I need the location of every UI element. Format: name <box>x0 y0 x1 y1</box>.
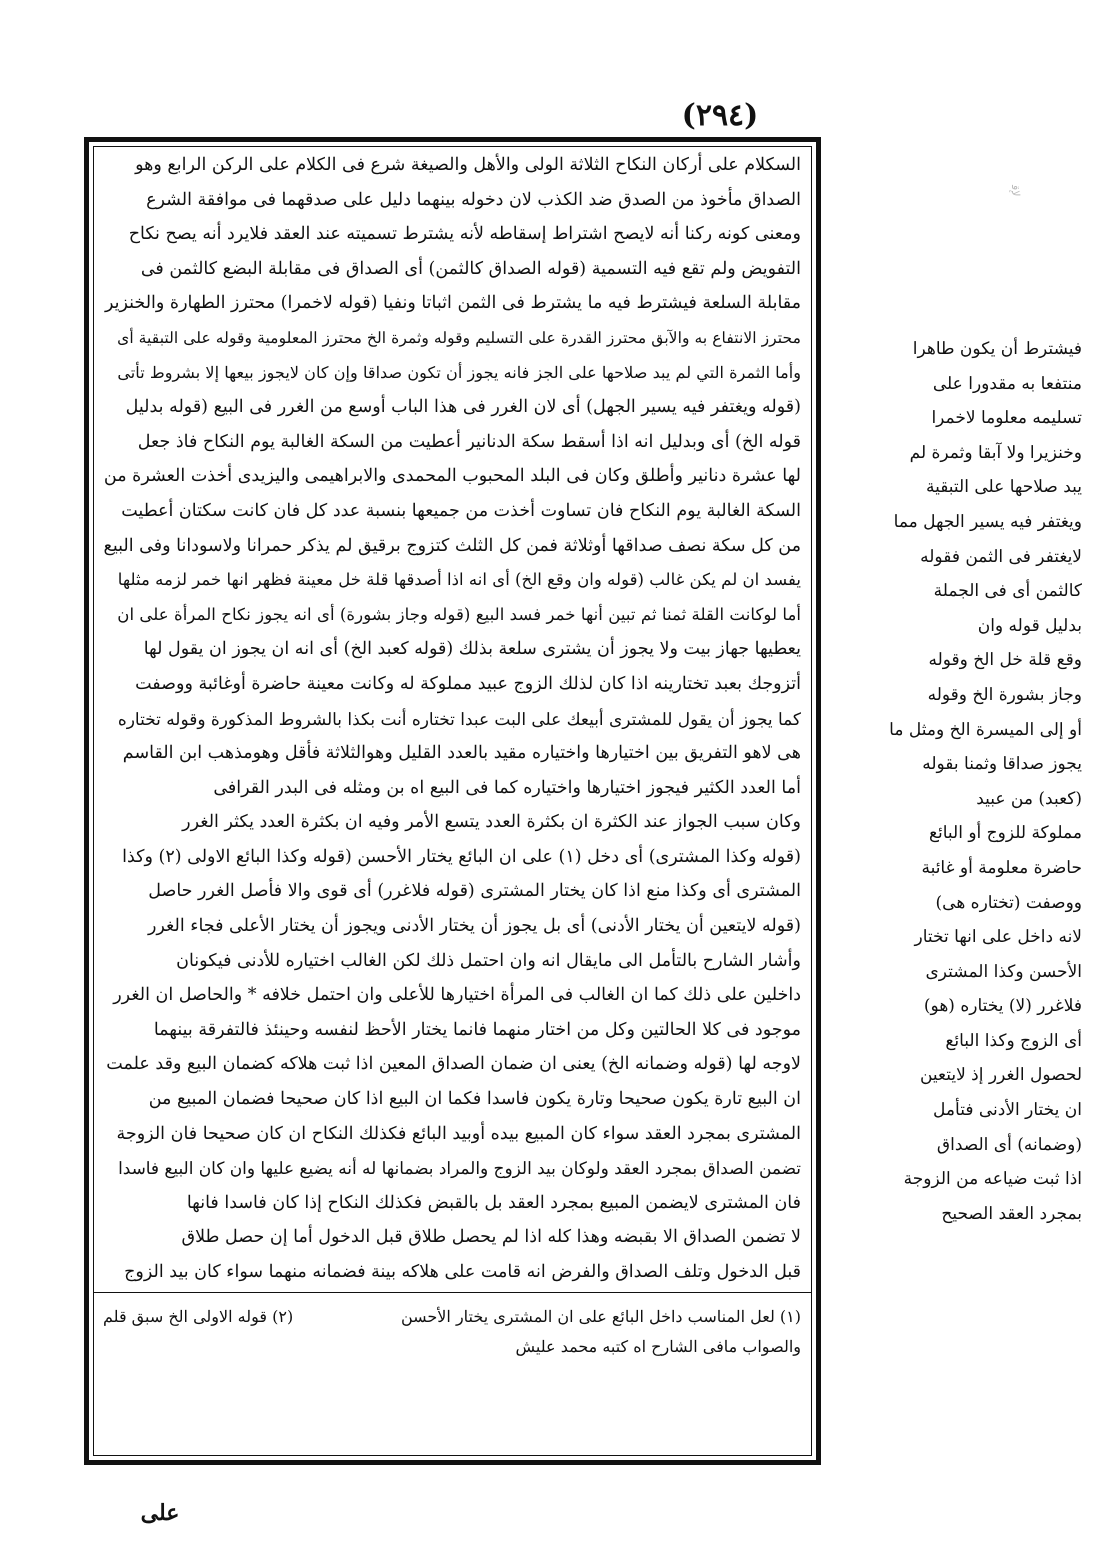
main-text-line: أما العدد الكثير فيجوز اختيارها واختياره كما فى البيع اه بن ومثله فى البدر القرافى <box>213 777 801 798</box>
margin-text-line: فيشترط أن يكون طاهرا <box>912 339 1082 359</box>
margin-text-line: مملوكة للزوج أو البائع <box>928 823 1082 844</box>
main-text-line: مقابلة السلعة فيشترط فيه ما يشترط فى الثمن اثباتا ونفيا (قوله لاخمرا) محترز الطهارة والخنزير <box>104 293 801 314</box>
main-text-line: لا تضمن الصداق الا بقبضه وهذا كله اذا لم يحصل طلاق قبل الدخول أما إن حصل طلاق <box>181 1227 801 1248</box>
margin-text-line: أى الزوج وكذا البائع <box>945 1030 1082 1051</box>
margin-text-line: تسليمه معلوما لاخمرا <box>931 408 1082 429</box>
main-text-line: ومعنى كونه ركنا أنه لايصح اشتراط إسقاطه لأنه يشترط تسميته عند العقد فلايرد أنه يصح نكاح <box>128 224 801 245</box>
main-text-line: هى لاهو التفريق بين اختيارها واختياره مقيد بالعدد القليل وهوالثلاثة فأقل وهومذهب ابن القاسم <box>122 743 801 764</box>
margin-text-line: ووصفت (تختاره هى) <box>935 892 1082 913</box>
main-text-line: يفسد ان لم يكن غالب (قوله وان وقع الخ) أى انه اذا أصدقها قلة خل معينة فظهر انها خمر لزمه مثلها <box>117 570 801 590</box>
main-text-line: يعطيها جهاز بيت ولا يجوز أن يشترى سلعة بذلك (قوله كعبد الخ) أى انه ان يجوز ان يقول لها <box>143 639 801 660</box>
footnote-2: (٢) قوله الاولى الخ سبق قلم <box>103 1307 294 1326</box>
main-text-line: (قوله وكذا المشترى) أى دخل (١) على ان البائع يختار الأحسن (قوله وكذا البائع الاولى (٢) وكذا <box>122 846 801 867</box>
main-text-line: وكان سبب الجواز عند الكثرة ان بكثرة العدد يتسع الأمر وفيه ان بكثرة العدد يكثر الغرر <box>182 812 801 833</box>
margin-text-line: لحصول الغرر إذ لايتعين <box>919 1065 1082 1086</box>
main-text-frame <box>84 137 821 1465</box>
margin-text-line: أو إلى الميسرة الخ ومثل ما <box>889 719 1082 740</box>
main-text-line: السكة الغالبة يوم النكاح فان تساوت أخذت من جميعها بنسبة عدد كل فان كانت سكتان أعطيت <box>121 500 801 521</box>
margin-text-line: (كعبد) من عبيد <box>976 788 1082 809</box>
main-text-line: قوله الخ) أى وبدليل انه اذا أسقط سكة الدنانير أعطيت من السكة الغالبة يوم النكاح فاذ جعل <box>137 431 801 452</box>
margin-text-line: لايغتفر فى الثمن فقوله <box>920 546 1082 567</box>
main-text-line: فان المشترى لايضمن المبيع بمجرد العقد بل بالقبض فكذلك النكاح إذا كان فاسدا فانها <box>186 1192 801 1213</box>
main-text-line: الصداق مأخوذ من الصدق ضد الكذب لان دخوله بينهما دليل على صدقهما فى موافقة الشرع <box>146 189 801 210</box>
page-number: (٢٩٤) <box>681 98 759 133</box>
margin-text-line: وخنزيرا ولا آبقا وثمرة لم <box>909 442 1082 463</box>
margin-text-line: ويغتفر فيه يسير الجهل مما <box>893 511 1082 532</box>
margin-text-line: وجاز بشورة الخ وقوله <box>927 684 1082 705</box>
main-text-block <box>103 148 801 1283</box>
main-text-line: ان البيع تارة يكون صحيحا وتارة يكون فاسدا فكما ان البيع اذا كان صحيحا فضمان المبيع من <box>148 1089 801 1110</box>
footnote-divider <box>93 1292 812 1293</box>
main-text-line: المشترى بمجرد العقد سواء كان المبيع بيده أوبيد البائع فكذلك النكاح ان كان صحيحا فان الزوجة <box>116 1123 801 1144</box>
main-text-line: لاوجه لها (قوله وضمانه الخ) يعنى ان ضمان الصداق المعين اذا ثبت هلاكه كضمان البيع وقد علمت <box>106 1054 801 1075</box>
margin-text-line: الأحسن وكذا المشترى <box>925 961 1082 982</box>
main-text-line: (قوله لايتعين أن يختار الأدنى) أى بل يجوز أن يختار الأدنى ويجوز أن يختار الأعلى فجاء الغرر <box>147 916 801 937</box>
margin-text-line: اذا ثبت ضياعه من الزوجة <box>903 1169 1082 1190</box>
main-text-line: من كل سكة نصف صداقها أوثلاثة فمن كل الثلث كتزوج برقيق لم يذكر حمرانا ولاسودانا وفى البيع <box>103 535 801 556</box>
main-text-line: السكلام على أركان النكاح الثلاثة الولى والأهل والصيغة شرع فى الكلام على الركن الرابع وهو <box>135 155 801 175</box>
margin-text-line: بمجرد العقد الصحيح <box>941 1203 1082 1224</box>
margin-text-line: كالثمن أى فى الجملة <box>933 581 1082 602</box>
margin-text-line: يبد صلاحها على التبقية <box>925 477 1082 498</box>
main-text-line: أما لوكانت القلة ثمنا ثم تبين أنها خمر فسد البيع (قوله وجاز بشورة) أى انه يجوز نكاح المرأة على ان <box>117 604 801 624</box>
footnotes-block <box>103 1302 801 1412</box>
main-text-line: قبل الدخول وتلف الصداق والفرض انه قامت على هلاكه بينة فضمانه منهما سواء كان بيد الزوج <box>124 1262 801 1282</box>
main-text-line: وأما الثمرة التي لم يبد صلاحها على الجز فانه يجوز أن تكون صداقا وإن كان لايجوز بيعها إلا بشروط تأتى <box>117 362 801 382</box>
main-text-line: كما يجوز أن يقول للمشترى أبيعك على البت عبدا تختاره أنت بكذا بالشروط المذكورة وقوله تختاره <box>117 708 801 729</box>
margin-text-line: لانه داخل على انها تختار <box>914 927 1082 948</box>
main-text-line: لها عشرة دنانير وأطلق وكان فى البلد المحبوب المحمدى والابراهيمى واليزيدى أخذت العشرة من <box>103 466 801 487</box>
main-text-line: تضمن الصداق بمجرد العقد ولوكان بيد الزوج والمراد بضمانها له أنه يضيع عليها وان كان البيع فاسدا <box>118 1158 801 1179</box>
main-text-line: وأشار الشارح بالتأمل الى مايقال انه وان احتمل ذلك لكن الغالب اختياره للأدنى فيكونان <box>176 950 801 971</box>
main-text-line: داخلين على ذلك كما ان الغالب فى المرأة اختيارها للأعلى وان احتمل خلافه * والحاصل ان الغرر <box>113 985 801 1006</box>
main-text-line: المشترى أى وكذا منع اذا كان يختار المشترى (قوله فلاغرر) أى قوى والا فأصل الغرر حاصل <box>148 881 801 902</box>
main-text-line: التفويض ولم تقع فيه التسمية (قوله الصداق كالثمن) أى الصداق فى مقابلة البضع كالثمن فى <box>140 258 801 279</box>
main-text-line: محترز الانتفاع به والآبق محترز القدرة على التسليم وقوله وثمرة الخ محترز المعلومية وقوله على التبقية أى <box>117 327 801 347</box>
footnote-continuation: والصواب مافى الشارح اه كتبه محمد عليش <box>515 1337 801 1356</box>
margin-text-line: يجوز صداقا وثمنا بقوله <box>922 754 1082 775</box>
margin-text-line: بدليل قوله وان <box>977 615 1082 636</box>
margin-text-line: منتفعا به مقدورا على <box>932 373 1082 394</box>
footnote-1: (١) لعل المناسب داخل البائع على ان المشترى يختار الأحسن <box>400 1307 801 1326</box>
margin-text-line: ان يختار الأدنى فتأمل <box>933 1100 1082 1121</box>
margin-text-block <box>832 332 1082 1252</box>
scan-mark: ﻹﻗ <box>1009 185 1022 197</box>
main-text-line: موجود فى كلا الحالتين وكل من اختار منهما فانما يختار الأحظ لنفسه وحينئذ فالتفرقة بينهما <box>153 1019 801 1040</box>
margin-text-line: فلاغرر (لا) يختاره (هو) <box>923 996 1082 1017</box>
catchword: على <box>140 1500 180 1526</box>
margin-text-line: حاضرة معلومة أو غائبة <box>921 857 1082 878</box>
margin-text-line: وقع قلة خل الخ وقوله <box>928 650 1082 671</box>
main-text-line: أتزوجك بعبد تختارينه اذا كان لذلك الزوج عبيد مملوكة له وكانت معينة حاضرة أوغائبة ووصفت <box>135 673 801 694</box>
main-text-line: (قوله ويغتفر فيه يسير الجهل) أى لان الغرر فى هذا الباب أوسع من الغرر فى البيع (قوله بدليل <box>125 397 801 418</box>
margin-text-line: (وضمانه) أى الصداق <box>936 1134 1082 1155</box>
